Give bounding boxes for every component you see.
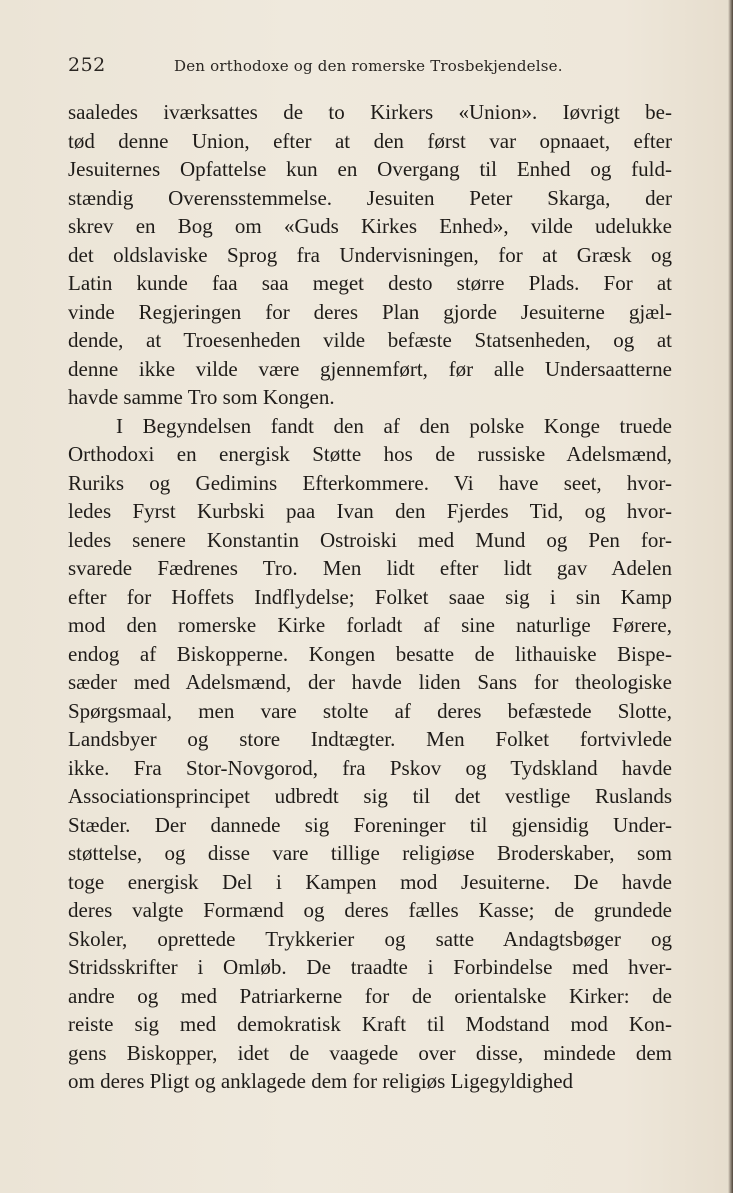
text-line: ikke. Fra Stor-Novgorod, fra Pskov og Tydskland havde — [68, 755, 672, 780]
text-line: andre og med Patriarkerne for de orientalske Kirker: de — [68, 983, 672, 1008]
text-line: mod den romerske Kirke forladt af sine naturlige Førere, — [68, 613, 672, 637]
text-line: Stridsskrifter i Omløb. De traadte i Forbindelse med hver- — [68, 955, 672, 979]
text-line: Skoler, oprettede Trykkerier og satte Andagtsbøger og — [68, 926, 672, 951]
text-line: sæder med Adelsmænd, der havde liden Sans for theologiske — [68, 670, 672, 694]
text-line: havde samme Tro som Kongen. — [68, 385, 335, 409]
text-line: det oldslaviske Sprog fra Undervisningen, for at Græsk og — [68, 242, 672, 267]
text-line: tød denne Union, efter at den først var opnaaet, efter — [68, 128, 672, 153]
text-line: reiste sig med demokratisk Kraft til Modstand mod Kon- — [68, 1012, 672, 1036]
text-line: dende, at Troesenheden vilde befæste Statsenheden, og at — [68, 328, 672, 352]
text-line: Stæder. Der dannede sig Foreninger til gjensidig Under- — [68, 812, 672, 837]
text-line: denne ikke vilde være gjennemført, før alle Undersaatterne — [68, 356, 672, 381]
text-line: endog af Biskopperne. Kongen besatte de lithauiske Bispe- — [68, 641, 672, 666]
text-line: ledes senere Konstantin Ostroiski med Mund og Pen for- — [68, 527, 672, 552]
text-line: støttelse, og disse vare tillige religiøse Broderskaber, som — [68, 841, 672, 865]
text-line: saaledes iværksattes de to Kirkers «Union». Iøvrigt be- — [68, 100, 672, 124]
text-line: Associationsprincipet udbredt sig til det vestlige Ruslands — [68, 784, 672, 808]
text-line: Latin kunde faa saa meget desto større Plads. For at — [68, 271, 672, 295]
text-line: vinde Regjeringen for deres Plan gjorde Jesuiterne gjæl- — [68, 299, 672, 324]
text-line: svarede Fædrenes Tro. Men lidt efter lidt gav Adelen — [68, 556, 672, 580]
page-header — [68, 52, 672, 82]
text-line: Spørgsmaal, men vare stolte af deres befæstede Slotte, — [68, 698, 672, 723]
running-head: Den orthodoxe og den romerske Trosbekjendelse. — [174, 57, 563, 75]
text-line: toge energisk Del i Kampen mod Jesuiterne. De havde — [68, 869, 672, 894]
text-line: efter for Hoffets Indflydelse; Folket saae sig i sin Kamp — [68, 584, 672, 609]
text-line: ledes Fyrst Kurbski paa Ivan den Fjerdes Tid, og hvor- — [68, 499, 672, 523]
text-line: Jesuiternes Opfattelse kun en Overgang til Enhed og fuld- — [68, 157, 672, 181]
body-text — [68, 98, 672, 1096]
page-edge-shadow — [728, 0, 733, 1193]
text-line: Orthodoxi en energisk Støtte hos de russiske Adelsmænd, — [68, 442, 672, 466]
text-line: stændig Overensstemmelse. Jesuiten Peter Skarga, der — [68, 185, 672, 210]
text-line: skrev en Bog om «Guds Kirkes Enhed», vilde udelukke — [68, 214, 672, 238]
text-line: I Begyndelsen fandt den af den polske Konge truede — [116, 413, 672, 438]
text-line: deres valgte Formænd og deres fælles Kasse; de grundede — [68, 898, 672, 922]
text-line: Landsbyer og store Indtægter. Men Folket fortvivlede — [68, 727, 672, 751]
text-line: gens Biskopper, idet de vaagede over disse, mindede dem — [68, 1040, 672, 1065]
text-line: om deres Pligt og anklagede dem for religiøs Ligegyldighed — [68, 1069, 574, 1093]
text-line: Ruriks og Gedimins Efterkommere. Vi have seet, hvor- — [68, 470, 672, 495]
page-number: 252 — [68, 54, 106, 76]
